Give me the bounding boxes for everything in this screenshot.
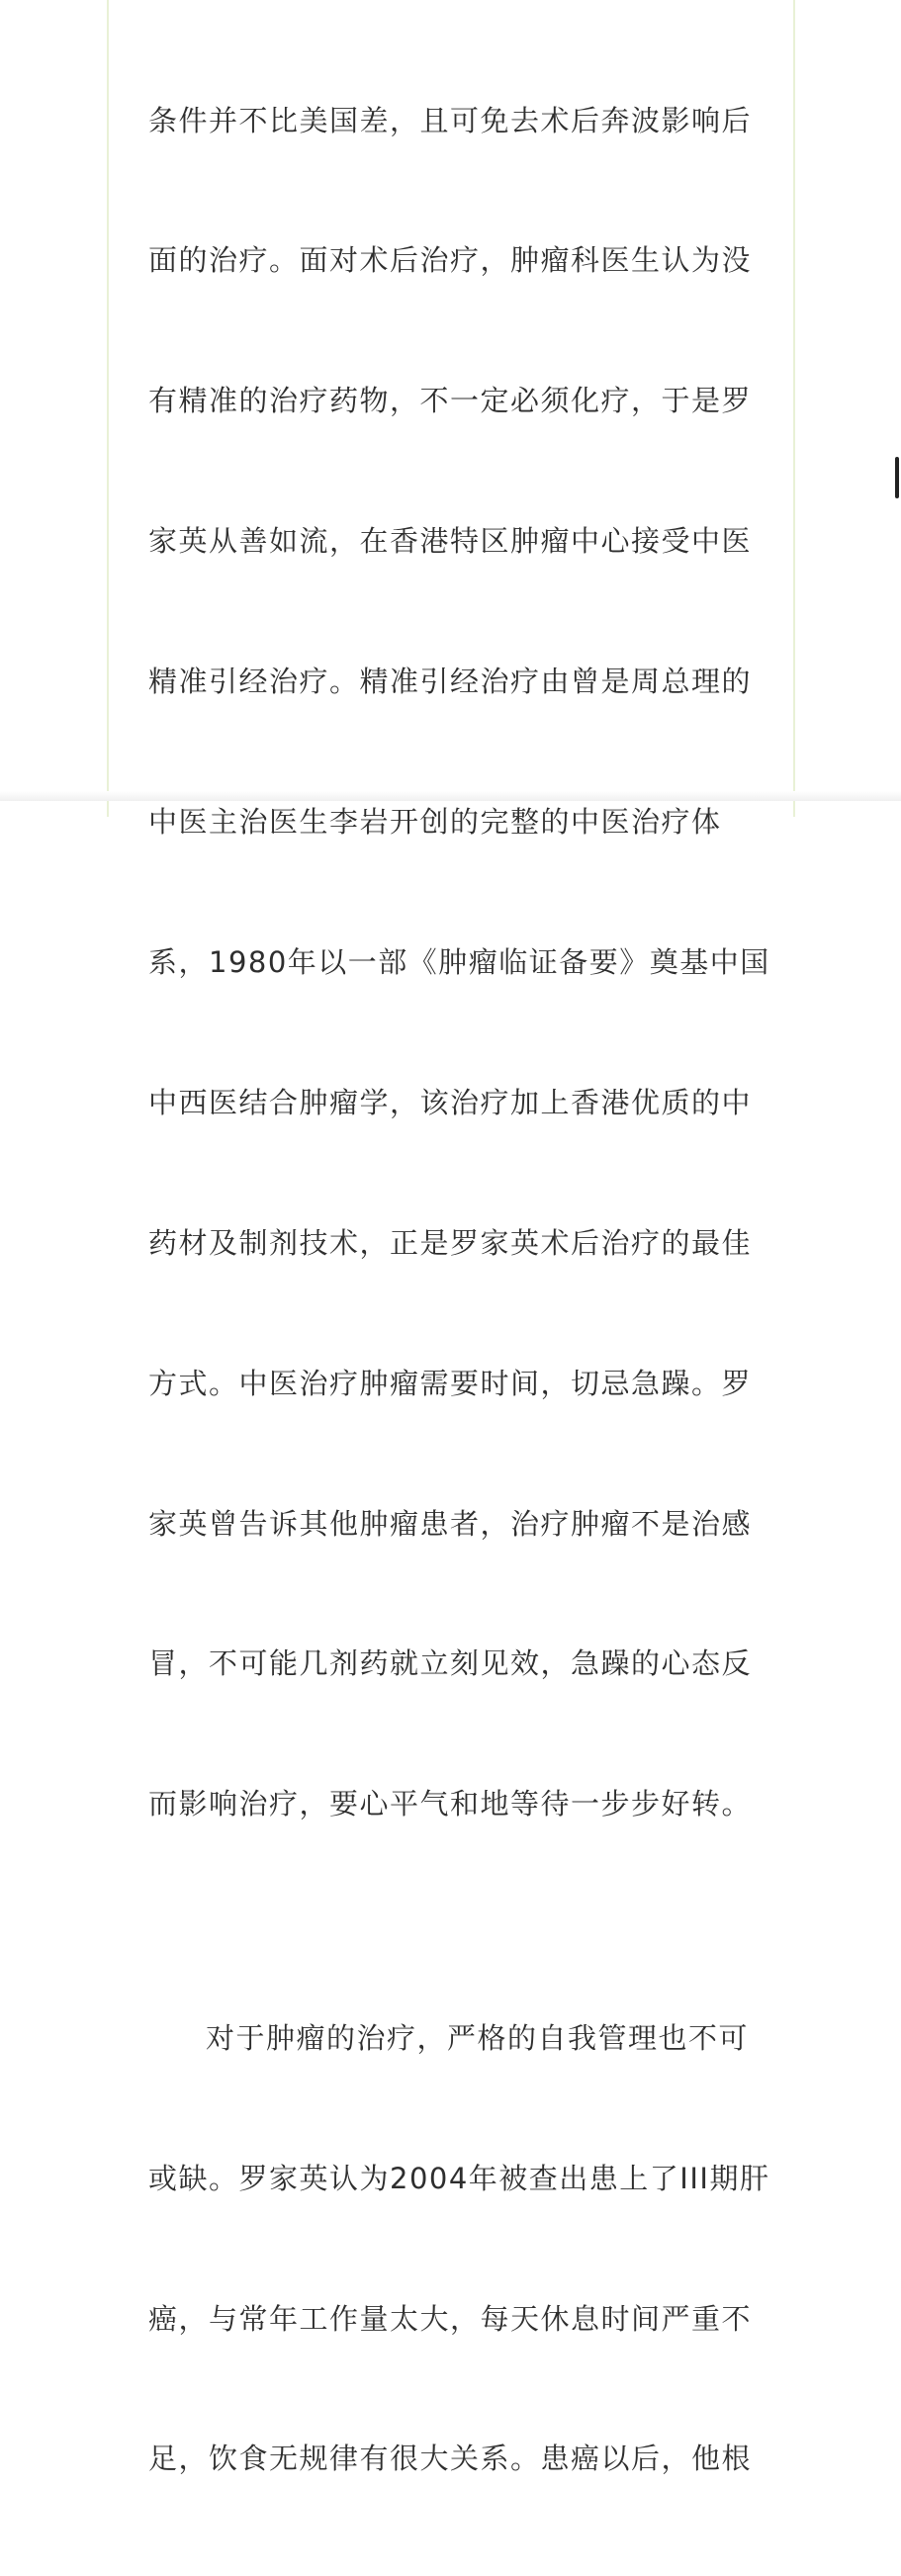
- text-line: 或缺。罗家英认为2004年被查出患上了III期肝: [148, 2161, 770, 2195]
- text-line-content: 对于肿瘤的治疗，严格的自我管理也不可: [206, 2020, 750, 2055]
- text-line: 面的治疗。面对术后治疗，肿瘤科医生认为没: [148, 243, 753, 278]
- scrollbar-thumb[interactable]: [895, 457, 899, 498]
- bottom-edge: [0, 791, 901, 801]
- text-line: 家英曾告诉其他肿瘤患者，治疗肿瘤不是治感: [148, 1506, 753, 1541]
- text-line: 癌，与常年工作量太大，每天休息时间严重不: [148, 2301, 753, 2336]
- text-line: [148, 2015, 762, 2062]
- text-line: 方式。中医治疗肿瘤需要时间，切忌急躁。罗: [148, 1366, 753, 1400]
- text-line: 精准引经治疗。精准引经治疗由曾是周总理的: [148, 665, 753, 699]
- text-line: 条件并不比美国差，且可免去术后奔波影响后: [148, 103, 753, 137]
- paragraph-2: [148, 1921, 770, 2576]
- text-line: 冒，不可能几剂药就立刻见效，急躁的心态反: [148, 1646, 753, 1681]
- text-line: 中西医结合肿瘤学，该治疗加上香港优质的中: [148, 1085, 753, 1119]
- paragraph-1: [148, 0, 770, 1921]
- article-body: [148, 0, 770, 2576]
- text-line: 系，1980年以一部《肿瘤临证备要》奠基中国: [148, 944, 770, 979]
- text-line: 家英从善如流，在香港特区肿瘤中心接受中医: [148, 524, 753, 559]
- text-line: 而影响治疗，要心平气和地等待一步步好转。: [148, 1787, 753, 1821]
- text-line: 中医主治医生李岩开创的完整的中医治疗体: [148, 805, 722, 840]
- text-line: 足，饮食无规律有很大关系。患癌以后，他根: [148, 2442, 753, 2476]
- text-line: 药材及制剂技术，正是罗家英术后治疗的最佳: [148, 1225, 753, 1260]
- text-line: 有精准的治疗药物，不一定必须化疗，于是罗: [148, 384, 753, 418]
